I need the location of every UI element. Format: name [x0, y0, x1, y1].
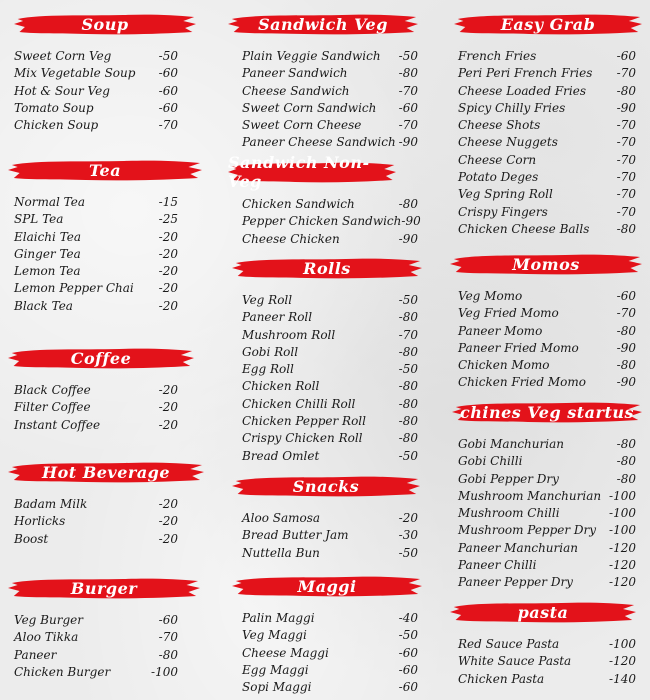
menu-item [242, 545, 418, 562]
menu-item-name: Sweet Corn Sandwich [242, 100, 377, 115]
section-banner [228, 8, 418, 38]
menu-item-name: Normal Tea [14, 195, 85, 209]
menu-item [14, 117, 178, 134]
menu-item-price: -20 [158, 264, 178, 279]
menu-item [458, 288, 636, 305]
menu-item [242, 527, 418, 544]
section-banner [450, 248, 642, 278]
menu-item [458, 221, 636, 238]
menu-item [242, 645, 418, 662]
menu-item-price: -80 [616, 437, 636, 451]
menu-item-price: -30 [398, 528, 418, 543]
menu-item [242, 117, 418, 134]
menu-item [458, 574, 636, 591]
menu-item-price: -80 [616, 221, 636, 236]
menu-item-price: -70 [158, 118, 178, 133]
menu-item-price: -50 [398, 293, 418, 307]
menu-item-price: -50 [398, 628, 418, 643]
menu-item [458, 540, 636, 557]
menu-item-name: Mix Vegetable Soup [14, 66, 136, 81]
menu-item-price: -80 [398, 66, 418, 81]
menu-item-price: -40 [398, 611, 418, 625]
menu-item-price: -25 [158, 212, 178, 227]
menu-item [14, 246, 178, 263]
menu-item [458, 357, 636, 374]
item-list [8, 612, 200, 681]
menu-item-price: -140 [609, 671, 636, 686]
menu-item-price: -60 [158, 66, 178, 81]
menu-item-name: Filter Coffee [14, 400, 91, 415]
menu-item-price: -70 [616, 306, 636, 321]
menu-item-name: Bread Butter Jam [242, 528, 349, 543]
menu-item-price: -20 [158, 246, 178, 261]
menu-item [458, 152, 636, 169]
menu-item-name: Chicken Soup [14, 118, 99, 133]
menu-item-name: Ginger Tea [14, 246, 81, 261]
section-burger [8, 572, 200, 681]
section-title: Tea [88, 160, 122, 180]
item-list [8, 496, 200, 548]
menu-item-price: -120 [609, 654, 636, 669]
section-easy-grab [450, 8, 642, 238]
section-title: Sandwich Non-Veg [228, 153, 370, 191]
section-sandwich-nonveg [228, 153, 424, 248]
menu-item-price: -90 [398, 135, 418, 150]
menu-item-name: Mushroom Roll [242, 327, 336, 342]
menu-item-price: -120 [609, 558, 636, 573]
menu-item-price: -90 [616, 340, 636, 355]
menu-item-price: -70 [398, 327, 418, 342]
menu-item [14, 417, 178, 434]
menu-item-price: -100 [609, 488, 636, 503]
menu-item-price: -20 [158, 383, 178, 397]
menu-item-name: Cheese Nuggets [458, 135, 558, 150]
menu-item-price: -60 [398, 100, 418, 115]
section-pasta [450, 596, 642, 688]
menu-item-name: Egg Roll [242, 362, 294, 377]
menu-item-price: -20 [158, 497, 178, 511]
section-title: chines Veg startus [460, 402, 634, 422]
menu-item-name: Chicken Momo [458, 358, 550, 373]
menu-item-price: -100 [609, 523, 636, 538]
menu-item [14, 280, 178, 297]
section-title: Soup [81, 14, 129, 34]
section-banner [232, 252, 422, 282]
section-banner [8, 456, 204, 486]
menu-item [242, 361, 418, 378]
menu-item [458, 323, 636, 340]
menu-item [242, 213, 421, 230]
menu-item [242, 430, 418, 447]
menu-item [14, 382, 178, 399]
menu-item-price: -20 [158, 281, 178, 296]
menu-item-price: -100 [609, 506, 636, 521]
menu-item-name: Paneer Sandwich [242, 66, 348, 81]
menu-item-name: Hot & Sour Veg [14, 83, 110, 98]
menu-item [242, 327, 418, 344]
menu-item-name: Gobi Roll [242, 344, 299, 359]
menu-item-name: Paneer Momo [458, 323, 543, 338]
item-list [228, 48, 424, 152]
section-banner [228, 153, 396, 191]
menu-item [14, 65, 178, 82]
item-list [450, 48, 642, 238]
menu-item-price: -80 [398, 396, 418, 411]
menu-item [458, 653, 636, 670]
menu-item [242, 679, 418, 696]
section-momos [450, 248, 642, 392]
section-title: pasta [517, 602, 569, 622]
menu-item [14, 83, 178, 100]
menu-item-price: -20 [398, 511, 418, 525]
menu-item-price: -20 [158, 417, 178, 432]
menu-item-price: -70 [158, 630, 178, 645]
menu-item-name: Gobi Chilli [458, 454, 523, 469]
menu-item [14, 647, 178, 664]
menu-item [242, 344, 418, 361]
menu-item [14, 194, 178, 211]
menu-item-name: Mushroom Pepper Dry [458, 523, 597, 538]
menu-item-name: Pepper Chicken Sandwich [242, 214, 402, 229]
menu-item-name: Egg Maggi [242, 662, 309, 677]
menu-item-name: Paneer Cheese Sandwich [242, 135, 396, 150]
menu-item-price: -20 [158, 229, 178, 244]
menu-item [458, 453, 636, 470]
menu-item [458, 169, 636, 186]
menu-item [14, 229, 178, 246]
menu-item-price: -50 [398, 545, 418, 560]
menu-item [242, 413, 418, 430]
menu-item [458, 65, 636, 82]
menu-item-name: Horlicks [14, 514, 66, 529]
section-banner [8, 154, 202, 184]
menu-item-price: -100 [151, 664, 178, 679]
section-banner [452, 396, 642, 426]
menu-item [242, 65, 418, 82]
menu-item-price: -70 [616, 152, 636, 167]
menu-item-name: Cheese Chicken [242, 231, 340, 246]
menu-item-price: -80 [398, 344, 418, 359]
menu-item [458, 671, 636, 688]
menu-item-price: -70 [616, 66, 636, 81]
menu-item-name: Paneer Pepper Dry [458, 575, 573, 590]
menu-item-name: French Fries [458, 49, 537, 63]
section-title: Burger [70, 578, 138, 598]
menu-item-price: -50 [398, 49, 418, 63]
menu-item [14, 263, 178, 280]
menu-item-price: -60 [398, 680, 418, 695]
menu-item-name: Cheese Maggi [242, 645, 329, 660]
menu-item [458, 186, 636, 203]
item-list [450, 436, 642, 592]
menu-item [14, 664, 178, 681]
menu-item-name: Paneer Manchurian [458, 540, 578, 555]
menu-item-price: -60 [158, 83, 178, 98]
menu-item-name: Aloo Tikka [14, 630, 79, 645]
menu-item-name: Cheese Loaded Fries [458, 83, 586, 98]
menu-item-price: -50 [398, 448, 418, 463]
menu-item-name: Veg Maggi [242, 628, 307, 643]
menu-item [458, 522, 636, 539]
menu-item-name: Lemon Tea [14, 264, 81, 279]
menu-item-name: Chicken Pasta [458, 671, 545, 686]
menu-item-name: Tomato Soup [14, 100, 94, 115]
menu-item [242, 396, 418, 413]
section-hot-beverage [8, 456, 200, 548]
menu-item [14, 48, 178, 65]
menu-item-name: Sweet Corn Veg [14, 49, 112, 63]
section-title: Rolls [303, 258, 351, 278]
menu-item-name: Mushroom Manchurian [458, 488, 602, 503]
section-title: Easy Grab [500, 14, 596, 34]
item-list [450, 636, 642, 688]
menu-item-price: -20 [158, 531, 178, 546]
menu-item-name: Bread Omlet [242, 448, 320, 463]
menu-item [242, 610, 418, 627]
menu-item-name: Lemon Pepper Chai [14, 281, 134, 296]
section-sandwich-veg [228, 8, 424, 152]
menu-item-name: Chicken Roll [242, 379, 320, 394]
menu-item [14, 496, 178, 513]
menu-item [242, 292, 418, 309]
menu-item [458, 488, 636, 505]
menu-item-name: Paneer Roll [242, 310, 313, 325]
menu-item-price: -70 [616, 135, 636, 150]
menu-item [458, 204, 636, 221]
section-banner [8, 342, 194, 372]
menu-item-name: Chicken Fried Momo [458, 375, 586, 390]
menu-item [242, 627, 418, 644]
item-list [8, 382, 200, 434]
menu-item [458, 83, 636, 100]
menu-item [242, 510, 418, 527]
menu-item [14, 531, 178, 548]
menu-item [14, 513, 178, 530]
item-list [228, 196, 424, 248]
menu-item-price: -60 [158, 100, 178, 115]
menu-item-name: Chicken Chilli Roll [242, 396, 356, 411]
menu-item-price: -60 [158, 613, 178, 627]
menu-item-name: White Sauce Pasta [458, 654, 572, 669]
section-banner [232, 570, 422, 600]
menu-item-name: Mushroom Chilli [458, 506, 560, 521]
menu-item-name: Paneer [14, 647, 57, 662]
menu-item [242, 231, 418, 248]
menu-item-price: -80 [398, 431, 418, 446]
menu-item [14, 100, 178, 117]
menu-item [242, 309, 418, 326]
menu-item [14, 399, 178, 416]
menu-item-name: Paneer Fried Momo [458, 340, 579, 355]
menu-item-price: -90 [401, 214, 421, 229]
menu-item [242, 662, 418, 679]
menu-item [458, 48, 636, 65]
menu-item-name: Cheese Corn [458, 152, 537, 167]
menu-item [458, 340, 636, 357]
menu-item [458, 117, 636, 134]
menu-item-price: -60 [616, 289, 636, 303]
menu-item-price: -20 [158, 514, 178, 529]
section-banner [454, 8, 642, 38]
menu-item-price: -20 [158, 298, 178, 313]
menu-item [242, 48, 418, 65]
menu-item-price: -80 [398, 197, 418, 211]
menu-item [242, 83, 418, 100]
section-title: Hot Beverage [41, 462, 171, 482]
menu-item-name: Veg Spring Roll [458, 187, 553, 202]
item-list [8, 48, 200, 134]
menu-item-price: -90 [616, 375, 636, 390]
menu-item [242, 448, 418, 465]
menu-item [14, 612, 178, 629]
menu-item-price: -80 [398, 310, 418, 325]
menu-item-price: -80 [616, 358, 636, 373]
menu-item-price: -50 [398, 362, 418, 377]
section-title: Sandwich Veg [258, 14, 388, 34]
section-banner [14, 8, 196, 38]
item-list [228, 292, 424, 465]
section-title: Maggi [297, 576, 357, 596]
menu-item-name: Instant Coffee [14, 417, 101, 432]
menu-item [458, 505, 636, 522]
menu-item-price: -80 [616, 323, 636, 338]
menu-item-price: -60 [398, 645, 418, 660]
section-snacks [228, 470, 424, 562]
menu-item-price: -80 [616, 83, 636, 98]
section-title: Coffee [70, 348, 132, 368]
menu-item-name: Crispy Chicken Roll [242, 431, 363, 446]
menu-item-name: Badam Milk [14, 497, 88, 511]
menu-item-price: -60 [616, 49, 636, 63]
item-list [228, 610, 424, 696]
section-rolls [228, 252, 424, 465]
menu-item-name: SPL Tea [14, 212, 64, 227]
menu-item-price: -70 [616, 170, 636, 185]
menu-item-price: -60 [398, 662, 418, 677]
menu-item-price: -80 [158, 647, 178, 662]
item-list [8, 194, 200, 315]
menu-item-name: Boost [14, 531, 49, 546]
menu-item [14, 211, 178, 228]
menu-item-price: -15 [158, 195, 178, 209]
menu-item-name: Nuttella Bun [242, 545, 320, 560]
section-banner [232, 470, 420, 500]
menu-item-price: -20 [158, 400, 178, 415]
menu-item [458, 100, 636, 117]
menu-item-name: Veg Burger [14, 613, 83, 627]
menu-item-price: -70 [616, 118, 636, 133]
menu-item [242, 134, 418, 151]
menu-item-name: Plain Veggie Sandwich [242, 49, 381, 63]
menu-item [458, 557, 636, 574]
menu-item-name: Gobi Manchurian [458, 437, 564, 451]
menu-item [242, 196, 418, 213]
menu-item [14, 629, 178, 646]
menu-item-name: Veg Roll [242, 293, 293, 307]
menu-item-name: Black Tea [14, 298, 73, 313]
menu-item-name: Sopi Maggi [242, 680, 312, 695]
menu-item-name: Palin Maggi [242, 611, 315, 625]
menu-item-name: Black Coffee [14, 383, 91, 397]
section-soup [8, 8, 200, 134]
menu-item-name: Elaichi Tea [14, 229, 82, 244]
menu-item [458, 134, 636, 151]
menu-item-price: -80 [616, 454, 636, 469]
menu-item-price: -80 [616, 471, 636, 486]
menu-item-price: -70 [616, 187, 636, 202]
section-banner [450, 596, 636, 626]
menu-item-name: Chicken Pepper Roll [242, 414, 366, 429]
item-list [228, 510, 424, 562]
menu-item-price: -100 [609, 637, 636, 651]
menu-item [458, 374, 636, 391]
menu-item-name: Peri Peri French Fries [458, 66, 593, 81]
menu-item-name: Veg Momo [458, 289, 523, 303]
menu-item-name: Chicken Sandwich [242, 197, 355, 211]
menu-item-name: Sweet Corn Cheese [242, 118, 362, 133]
menu-item-name: Cheese Shots [458, 118, 541, 133]
section-tea [8, 154, 200, 315]
menu-item-price: -120 [609, 540, 636, 555]
menu-item-price: -70 [398, 83, 418, 98]
menu-item-price: -50 [158, 49, 178, 63]
menu-item-name: Veg Fried Momo [458, 306, 559, 321]
menu-item [14, 298, 178, 315]
menu-item-name: Paneer Chilli [458, 558, 537, 573]
menu-item [458, 471, 636, 488]
menu-item-price: -70 [398, 118, 418, 133]
menu-item [242, 100, 418, 117]
menu-item [242, 378, 418, 395]
menu-item-price: -90 [398, 231, 418, 246]
menu-item-name: Red Sauce Pasta [458, 637, 560, 651]
menu-item-name: Aloo Samosa [242, 511, 321, 525]
menu-item [458, 436, 636, 453]
menu-item-name: Crispy Fingers [458, 204, 548, 219]
section-title: Snacks [292, 476, 360, 496]
section-chinese-veg-starters [450, 396, 642, 592]
menu-item-name: Chicken Cheese Balls [458, 221, 590, 236]
item-list [450, 288, 642, 392]
menu-item-price: -80 [398, 414, 418, 429]
menu-item-price: -90 [616, 100, 636, 115]
menu-item-price: -80 [398, 379, 418, 394]
menu-item-price: -70 [616, 204, 636, 219]
menu-item [458, 636, 636, 653]
menu-item-name: Potato Deges [458, 170, 539, 185]
menu-item-price: -120 [609, 575, 636, 590]
menu-item-name: Gobi Pepper Dry [458, 471, 559, 486]
section-title: Momos [512, 254, 580, 274]
menu-item-name: Spicy Chilly Fries [458, 100, 566, 115]
section-coffee [8, 342, 200, 434]
section-maggi [228, 570, 424, 696]
menu-item-name: Cheese Sandwich [242, 83, 350, 98]
menu-item [458, 305, 636, 322]
menu-item-name: Chicken Burger [14, 664, 111, 679]
section-banner [8, 572, 200, 602]
